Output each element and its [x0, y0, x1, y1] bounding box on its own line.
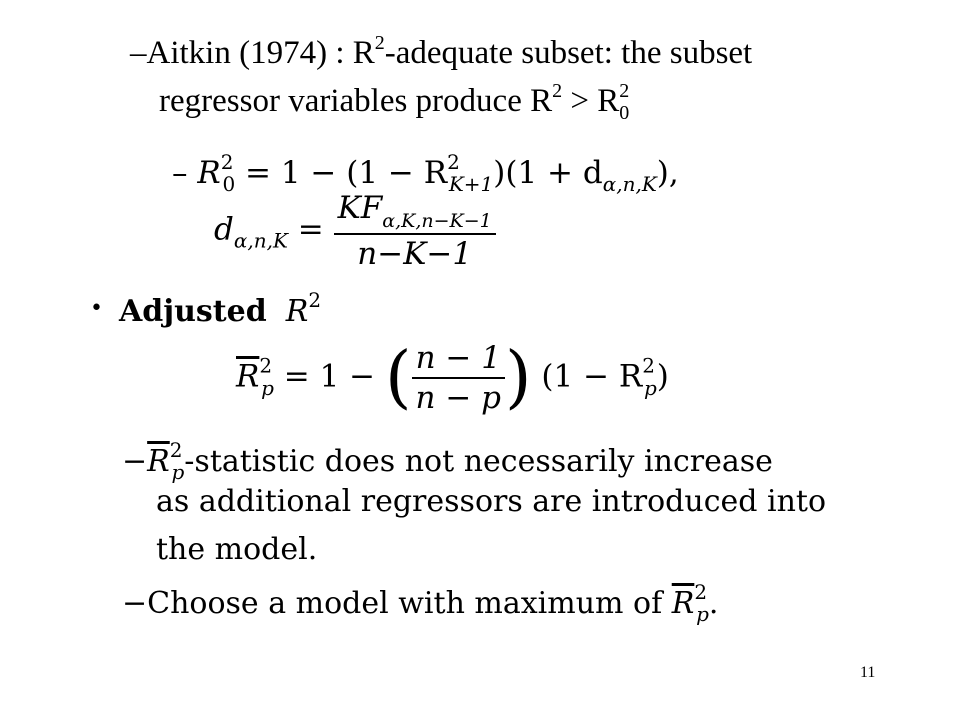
superscript: 2: [552, 80, 563, 102]
superscript: 2: [619, 80, 630, 102]
note-2: [122, 580, 718, 626]
dash: –: [130, 35, 147, 71]
equation-d: [214, 190, 496, 272]
note-1-line-2: as additional regressors are introduced into: [156, 484, 827, 519]
note-text: Choose a model with maximum of: [147, 586, 672, 621]
math-symbol: $\overline{R}$: [147, 444, 170, 479]
math-text: (1 − R: [541, 358, 643, 395]
superscript: 2: [694, 580, 708, 604]
subscript: α,n,K: [233, 228, 288, 253]
math-symbol: R: [197, 155, 221, 191]
dash: −: [122, 586, 148, 621]
subscript: p: [261, 375, 274, 400]
note-1-line-1: [122, 438, 773, 484]
aitkin-line-1: [130, 32, 752, 72]
aitkin-text: > R: [562, 83, 620, 119]
right-paren: ): [505, 338, 532, 417]
subscript: p: [171, 460, 185, 484]
subscript: 0: [222, 172, 236, 196]
math-symbol: $\overline{R}$: [671, 586, 695, 621]
math-text: ): [656, 358, 669, 395]
math-text: = 1 −: [273, 358, 385, 395]
note-text: -statistic does not necessarily increase: [184, 444, 773, 479]
fraction-numerator: n − 1: [412, 340, 506, 379]
equation-adjusted-r2: [236, 340, 669, 416]
page-number: 11: [860, 664, 876, 681]
subscript: 0: [619, 102, 630, 124]
math-text: )(1 + d: [493, 155, 603, 191]
superscript: 2: [447, 150, 460, 174]
subscript: K+1: [448, 172, 494, 196]
aitkin-line-2: [159, 80, 629, 125]
heading-label: Adjusted: [118, 294, 267, 329]
math-text: ),: [656, 155, 679, 191]
bullet-icon: •: [90, 296, 103, 321]
note-text: .: [708, 586, 719, 621]
fraction-denominator: n−K−1: [357, 236, 473, 272]
math-text: = 1 − (1 − R: [235, 155, 448, 191]
superscript: 2: [259, 353, 273, 378]
fraction-denominator: n − p: [415, 380, 502, 416]
math-symbol: R: [285, 294, 309, 329]
superscript: 2: [642, 353, 655, 378]
math-symbol: d: [214, 211, 234, 248]
aitkin-text: -adequate subset: the subset: [384, 35, 753, 71]
fraction: [412, 340, 506, 416]
superscript: 2: [308, 288, 322, 312]
left-paren: (: [384, 338, 412, 417]
adjusted-heading: [90, 288, 321, 329]
math-text: =: [287, 211, 334, 248]
note-1-line-3: the model.: [156, 532, 318, 567]
fraction-numerator: $KF_{\alpha,K,n-K-1}$: [334, 190, 496, 235]
superscript: 2: [374, 32, 385, 54]
superscript: 2: [220, 150, 234, 174]
aitkin-text: Aitkin (1974) : R: [146, 35, 375, 71]
subscript: p: [643, 375, 657, 400]
dash: –: [172, 155, 188, 191]
fraction: [334, 190, 496, 272]
subscript: α,n,K: [602, 172, 657, 196]
subscript: p: [696, 602, 709, 626]
math-symbol: $\overline{R}$: [236, 358, 260, 395]
aitkin-text: regressor variables produce R: [159, 83, 553, 119]
dash: −: [122, 444, 148, 479]
superscript: 2: [169, 438, 183, 462]
